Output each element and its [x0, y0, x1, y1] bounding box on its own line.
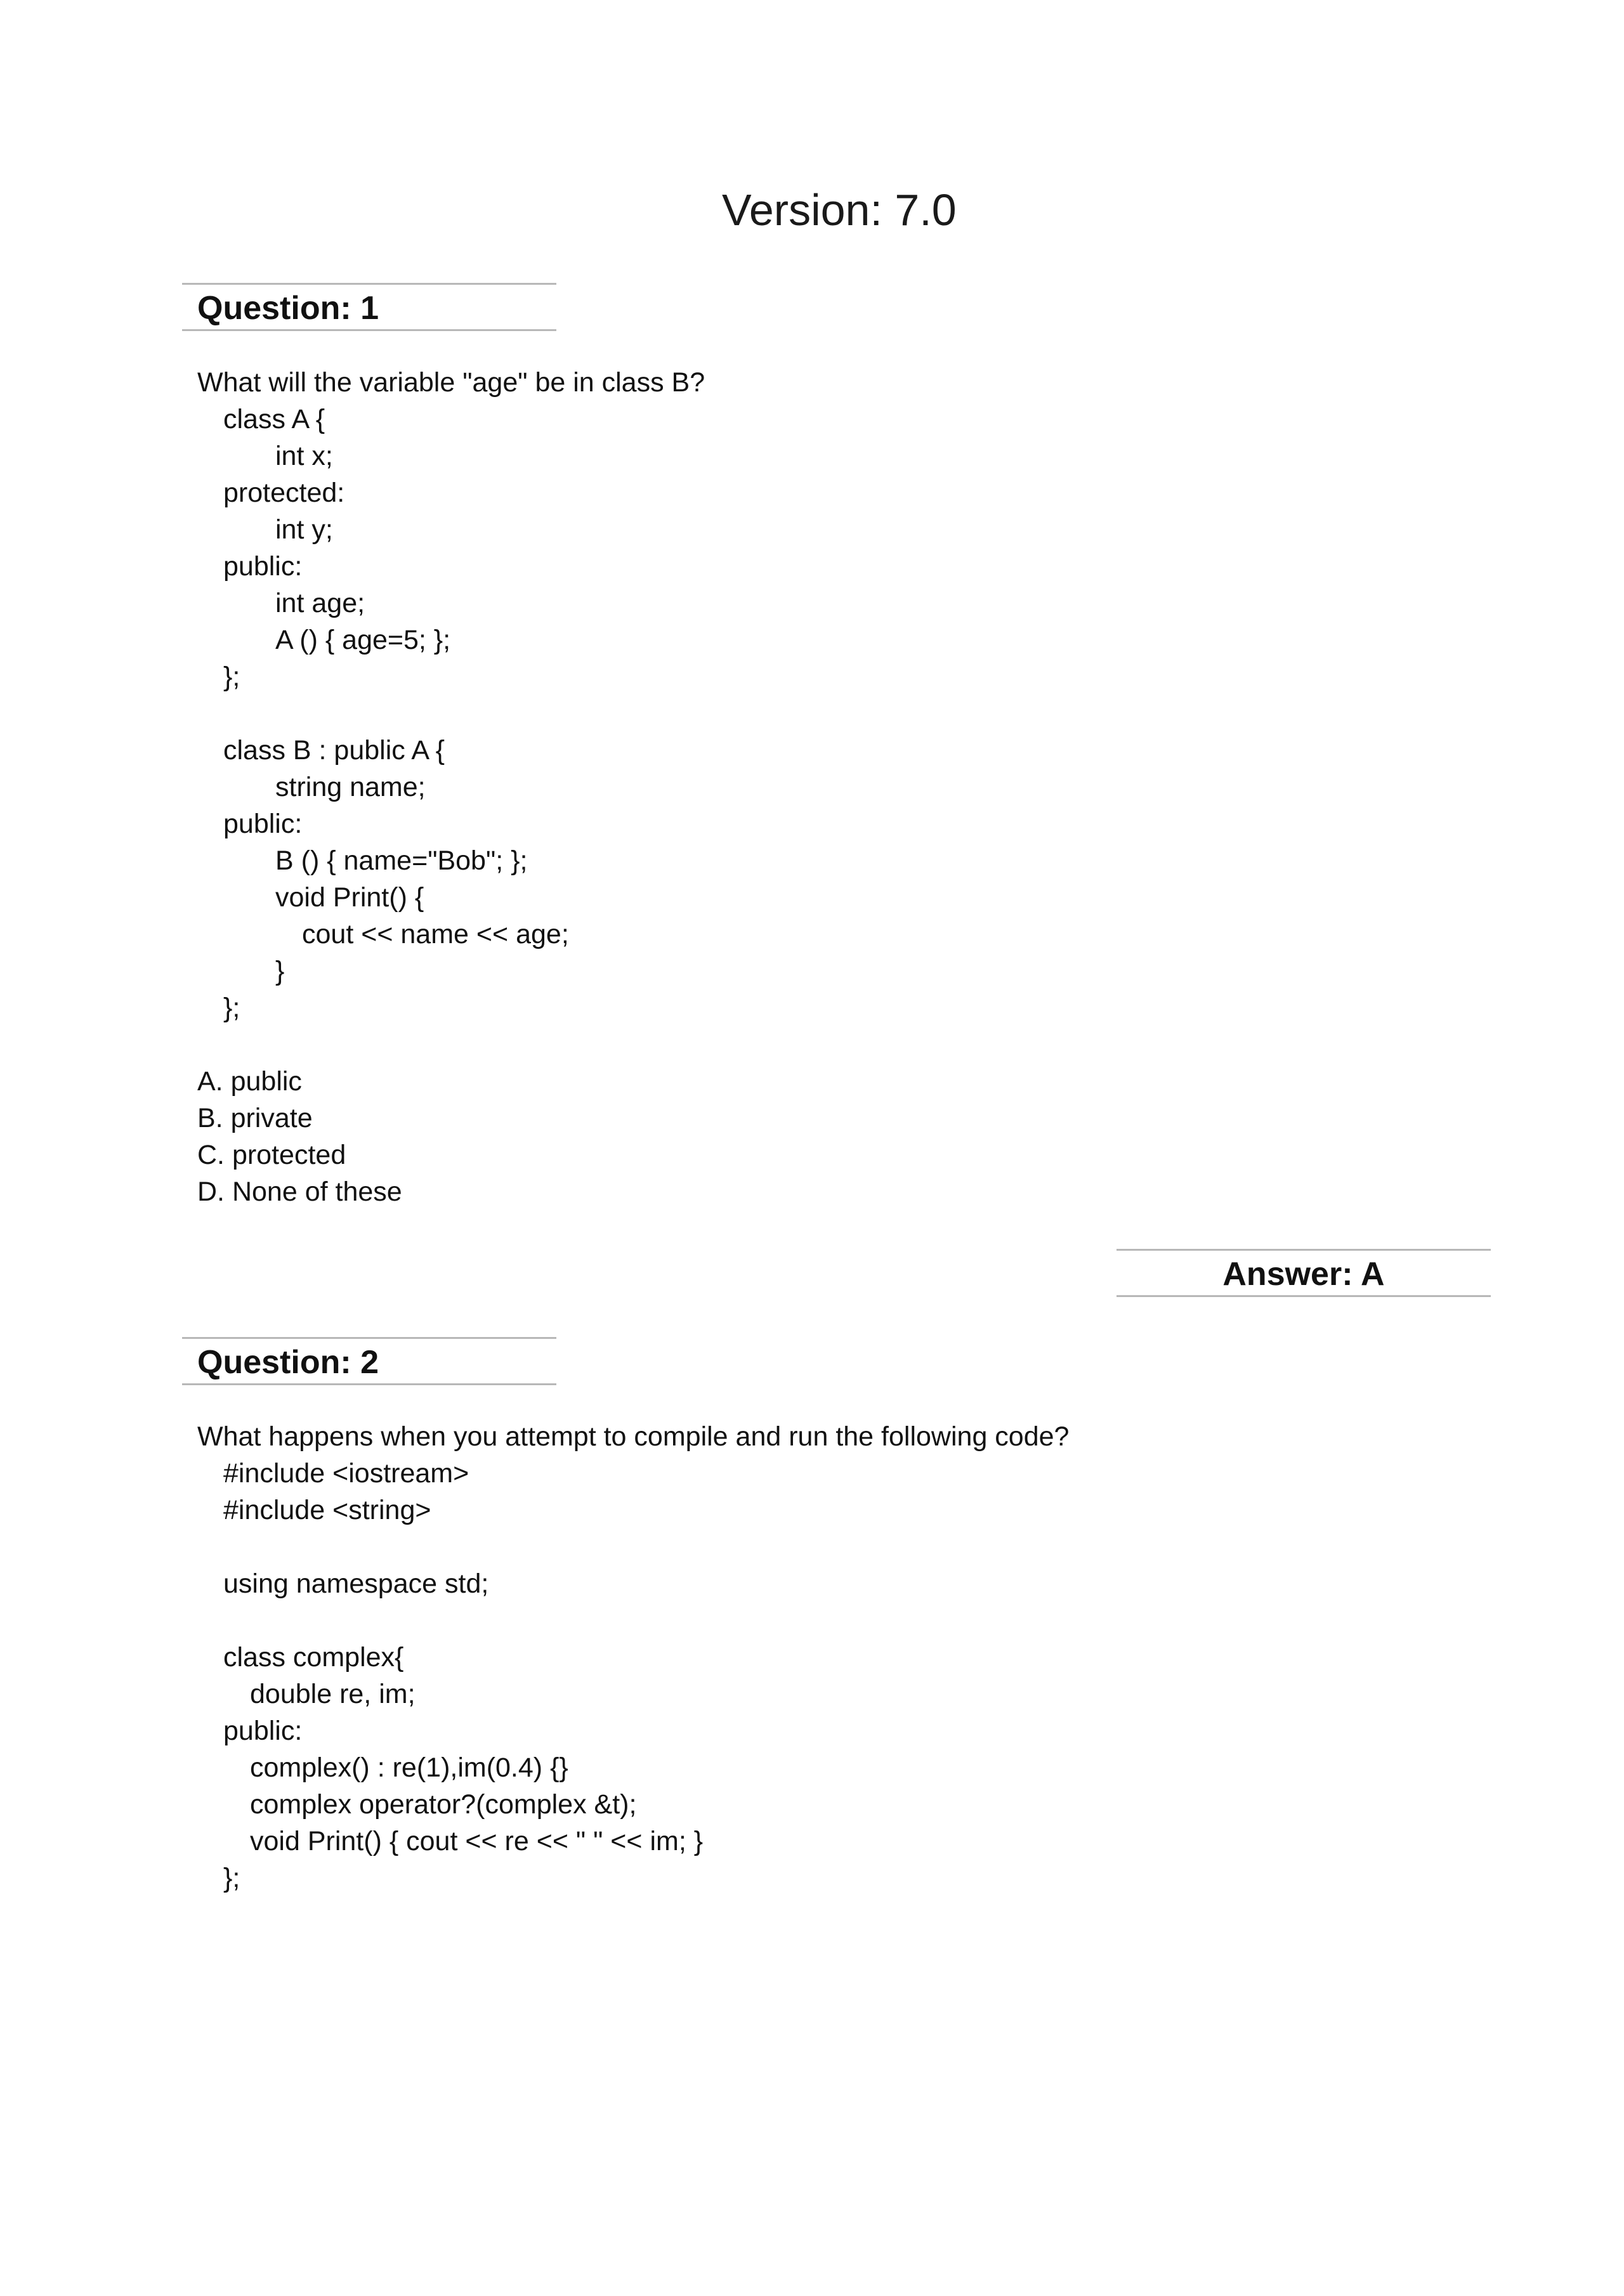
- code-line: public:: [223, 1716, 303, 1746]
- question-2-prompt: What happens when you attempt to compile and run the following code?: [197, 1421, 1070, 1452]
- code-line: }: [275, 956, 285, 986]
- option-b: B. private: [197, 1103, 313, 1133]
- code-line: string name;: [275, 772, 426, 802]
- code-line: int y;: [275, 514, 333, 545]
- code-line: void Print() { cout << re << " " << im; }: [250, 1826, 704, 1856]
- code-line: void Print() {: [275, 882, 424, 913]
- answer-label: Answer: A: [1222, 1256, 1385, 1293]
- option-a: A. public: [197, 1066, 302, 1097]
- option-c: C. protected: [197, 1140, 346, 1170]
- code-line: double re, im;: [250, 1679, 416, 1709]
- code-line: #include <iostream>: [223, 1458, 469, 1489]
- question-1-prompt: What will the variable "age" be in class B?: [197, 367, 705, 398]
- code-line: public:: [223, 551, 303, 582]
- question-2-header: [182, 1337, 556, 1385]
- option-d: D. None of these: [197, 1177, 402, 1207]
- code-line: cout << name << age;: [302, 919, 569, 949]
- code-line: };: [223, 662, 240, 692]
- question-1-title: Question: 1: [197, 290, 379, 327]
- code-line: int age;: [275, 588, 365, 618]
- code-line: int x;: [275, 441, 333, 471]
- code-line: complex() : re(1),im(0.4) {}: [250, 1752, 568, 1783]
- code-line: public:: [223, 809, 303, 839]
- code-line: complex operator?(complex &t);: [250, 1789, 637, 1820]
- code-line: class B : public A {: [223, 735, 445, 766]
- answer-box: [1116, 1249, 1491, 1297]
- code-line: A () { age=5; };: [275, 625, 451, 655]
- version-label: Version: 7.0: [722, 185, 957, 235]
- code-line: B () { name="Bob"; };: [275, 845, 528, 876]
- code-line: class A {: [223, 404, 325, 434]
- code-line: };: [223, 993, 240, 1023]
- code-line: protected:: [223, 478, 345, 508]
- question-2-title: Question: 2: [197, 1344, 379, 1381]
- code-line: };: [223, 1863, 240, 1893]
- code-line: class complex{: [223, 1642, 404, 1673]
- question-1-header: [182, 283, 556, 331]
- code-line: #include <string>: [223, 1495, 431, 1525]
- code-line: using namespace std;: [223, 1569, 489, 1599]
